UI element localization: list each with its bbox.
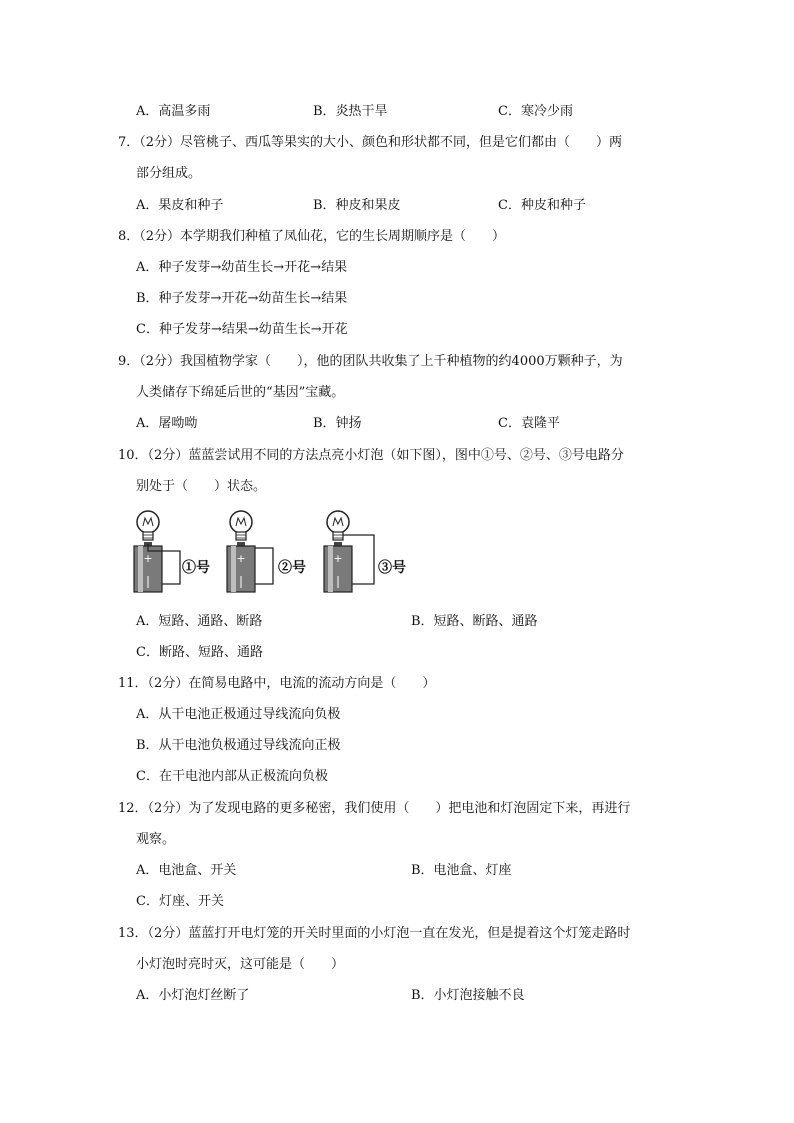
q10-option-c: C．断路、短路、通路 [136, 645, 263, 660]
q12-option-c: C．灯座、开关 [136, 894, 224, 909]
battery-3-icon [324, 542, 352, 592]
q13-option-b: B．小灯泡接触不良 [411, 988, 525, 1003]
q11-option-c: C．在干电池内部从正极流向负极 [136, 769, 328, 784]
q10-stem-line1: 10．（2分）蓝蓝尝试用不同的方法点亮小灯泡（如下图），图中①号、②号、③号电路分 [118, 448, 624, 463]
q9-option-a: A．屠呦呦 [136, 416, 198, 431]
q12-stem-line1: 12．（2分）为了发现电路的更多秘密，我们使用（ ）把电池和灯泡固定下来，再进行 [118, 801, 631, 816]
q7-option-b: B．种皮和果皮 [313, 198, 401, 213]
q8-option-c: C．种子发芽→结果→幼苗生长→开花 [136, 322, 348, 337]
q8-option-b: B．种子发芽→开花→幼苗生长→结果 [136, 291, 348, 306]
q11-option-b: B．从干电池负极通过导线流向正极 [136, 738, 341, 753]
q12-option-a: A．电池盒、开关 [136, 863, 237, 878]
q12-stem-line2: 观察。 [136, 832, 176, 847]
bulb-1-icon [137, 511, 159, 540]
q9-stem-line2: 人类储存下绵延后世的“基因”宝藏。 [136, 385, 345, 400]
q12-option-b: B．电池盒、灯座 [411, 863, 512, 878]
q7-stem-line2: 部分组成。 [136, 166, 202, 181]
q11-option-a: A．从干电池正极通过导线流向负极 [136, 707, 341, 722]
bulb-2-icon [230, 511, 252, 540]
svg-text:+: + [143, 552, 153, 565]
circuit-2 [227, 511, 273, 592]
q8-option-a: A．种子发芽→幼苗生长→开花→结果 [136, 260, 348, 275]
q10-option-a: A．短路、通路、断路 [136, 614, 263, 629]
q7-option-c: C．种皮和种子 [498, 198, 586, 213]
circuit-1 [134, 511, 180, 592]
figure-label-2: ②号 [278, 560, 306, 576]
q13-option-a: A．小灯泡灯丝断了 [136, 988, 250, 1003]
circuit-diagram-figure [128, 504, 428, 596]
battery-2-icon [227, 542, 255, 592]
q6-option-c: C．寒冷少雨 [498, 104, 573, 119]
q10-stem-line2: 别处于（ ）状态。 [136, 479, 267, 494]
q8-stem-line1: 8．（2分）本学期我们种植了凤仙花，它的生长周期顺序是（ ） [118, 229, 506, 244]
q6-option-b: B．炎热干旱 [313, 104, 388, 119]
q11-stem-line1: 11．（2分）在简易电路中，电流的流动方向是（ ） [118, 676, 436, 691]
q13-stem-line1: 13．（2分）蓝蓝打开电灯笼的开关时里面的小灯泡一直在发光，但是提着这个灯笼走路时 [118, 926, 631, 941]
bulb-3-icon [327, 511, 349, 540]
figure-label-1: ①号 [182, 560, 210, 576]
q7-stem-line1: 7．（2分）尽管桃子、西瓜等果实的大小、颜色和形状都不同，但是它们都由（ ）两 [118, 135, 623, 150]
svg-text:+: + [333, 552, 343, 565]
svg-text:+: + [236, 552, 246, 565]
q9-option-c: C．袁隆平 [498, 416, 560, 431]
q10-option-b: B．短路、断路、通路 [411, 614, 538, 629]
q7-option-a: A．果皮和种子 [136, 198, 224, 213]
q9-stem-line1: 9．（2分）我国植物学家（ ），他的团队共收集了上千种植物的约4000万颗种子，为 [118, 354, 623, 369]
q13-stem-line2: 小灯泡时亮时灭，这可能是（ ） [136, 957, 345, 972]
figure-label-3: ③号 [378, 560, 406, 576]
q9-option-b: B．钟扬 [313, 416, 362, 431]
circuit-3 [324, 511, 374, 592]
q6-option-a: A．高温多雨 [136, 104, 211, 119]
